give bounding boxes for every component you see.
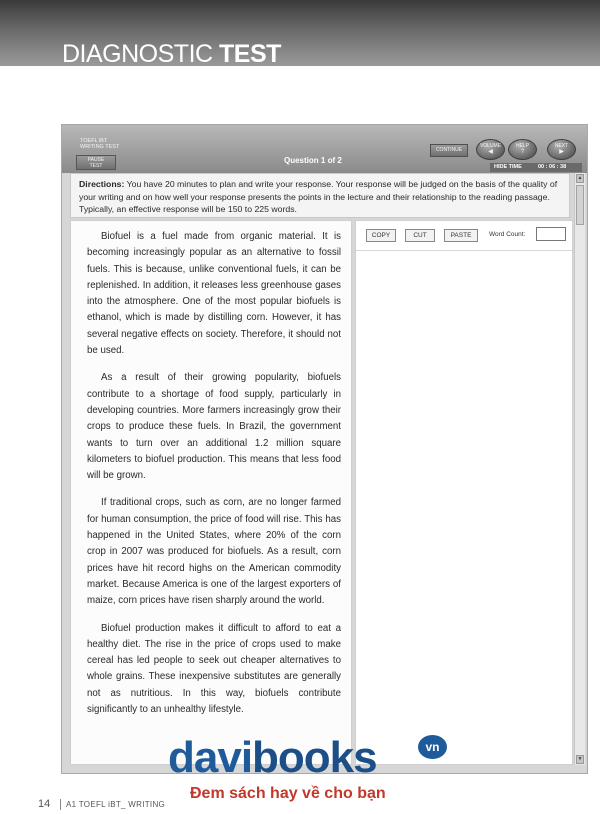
- footer-divider: [60, 799, 61, 810]
- directions-text: You have 20 minutes to plan and write your response. Your response will be judged on the basis of the quality of your writing and on how well your response presents the points in the lecture and their relationship to the reading passage. Typically, an effective response will be 150 to 225 words.: [79, 179, 558, 214]
- word-count-value: [536, 227, 566, 241]
- watermark-vn-badge: vn: [418, 735, 447, 759]
- continue-button[interactable]: CONTINUE: [430, 144, 468, 157]
- speaker-icon: ◀: [488, 149, 493, 155]
- directions-box: [70, 173, 570, 218]
- word-count-label: Word Count:: [489, 231, 526, 238]
- question-mark-icon: ?: [520, 149, 525, 155]
- pause-test-button[interactable]: PAUSE TEST: [76, 155, 116, 170]
- volume-button-label: VOLUME: [479, 143, 502, 149]
- page-number: 14: [38, 798, 51, 810]
- directions-label: Directions:: [79, 179, 125, 189]
- volume-button[interactable]: [476, 139, 505, 160]
- hide-time-button[interactable]: HIDE TIME: [494, 164, 522, 170]
- paste-button[interactable]: PASTE: [444, 229, 478, 242]
- editor-toolbar: [356, 221, 572, 251]
- reading-paragraph: If traditional crops, such as corn, are no longer farmed for human consumption, the price of food will rise. This has happened in the United States, where 20% of the corn crop in 2007 was produced for biofuels. As a result, corn prices have hit record highs on the American commodity market. Because America is one of the largest exporters of maize, corn prices have risen sharply around the world.: [87, 497, 341, 607]
- response-textarea[interactable]: [356, 252, 572, 764]
- help-button[interactable]: [508, 139, 537, 160]
- vertical-scrollbar[interactable]: [574, 173, 585, 765]
- next-button-label: NEXT: [554, 143, 569, 149]
- page-title-bold: TEST: [219, 40, 281, 68]
- response-pane: [355, 220, 573, 765]
- timer-bar: [490, 163, 582, 172]
- reading-paragraph: As a result of their growing popularity, biofuels contribute to a shortage of food supply, particularly in developing countries. More farmers increasingly grow their crops to produce these fuels. In Brazil, the government wants to turn over an additional 1.2 million square kilometers to biofuel production. This means that less food will be grown.: [87, 372, 341, 482]
- watermark-brand-part2: books: [252, 733, 377, 782]
- question-counter: Question 1 of 2: [284, 156, 342, 165]
- arrow-right-icon: ▶: [559, 149, 564, 155]
- reading-paragraph: Biofuel production makes it difficult to afford to eat a healthy diet. The rise in the price of crops used to make cereal has led people to seek out cheaper alternatives to whole grains. These inexpensive substitutes are generally not as nutritious. In this way, biofuels contribute significantly to an unhealthy lifestyle.: [87, 622, 341, 716]
- page-title-light: DIAGNOSTIC: [62, 40, 213, 68]
- footer-book-title: A1 TOEFL iBT_ WRITING: [66, 800, 166, 809]
- help-button-label: HELP: [515, 143, 530, 149]
- scroll-up-arrow-icon[interactable]: ▲: [577, 175, 583, 181]
- page-header-band: [0, 0, 600, 66]
- test-titlebar: [62, 125, 587, 173]
- copy-button[interactable]: COPY: [366, 229, 396, 242]
- test-window: [61, 124, 588, 774]
- watermark-brand-part1: davi: [168, 733, 253, 782]
- reading-paragraph: Biofuel is a fuel made from organic material. It is becoming increasingly popular as an alternative to fossil fuels. This is because, unlike conventional fuels, it can be replenished. In addition, it releases less greenhouse gases into the atmosphere. One of the most popular biofuels is ethanol, which is made by distilling corn. However, it has several negative effects on society. Therefore, it should not be used.: [87, 231, 341, 357]
- next-button[interactable]: [547, 139, 576, 160]
- scroll-thumb[interactable]: [576, 185, 584, 225]
- page-title: [62, 40, 281, 69]
- watermark-tagline: Đem sách hay về cho bạn: [190, 785, 386, 802]
- reading-passage-pane: [70, 220, 352, 765]
- scroll-down-arrow-icon[interactable]: ▼: [577, 756, 583, 762]
- watermark-brand: [168, 734, 377, 782]
- countdown-timer: 00 : 06 : 38: [538, 164, 567, 170]
- cut-button[interactable]: CUT: [405, 229, 435, 242]
- test-name-label: TOEFL iBT WRITING TEST: [80, 138, 120, 150]
